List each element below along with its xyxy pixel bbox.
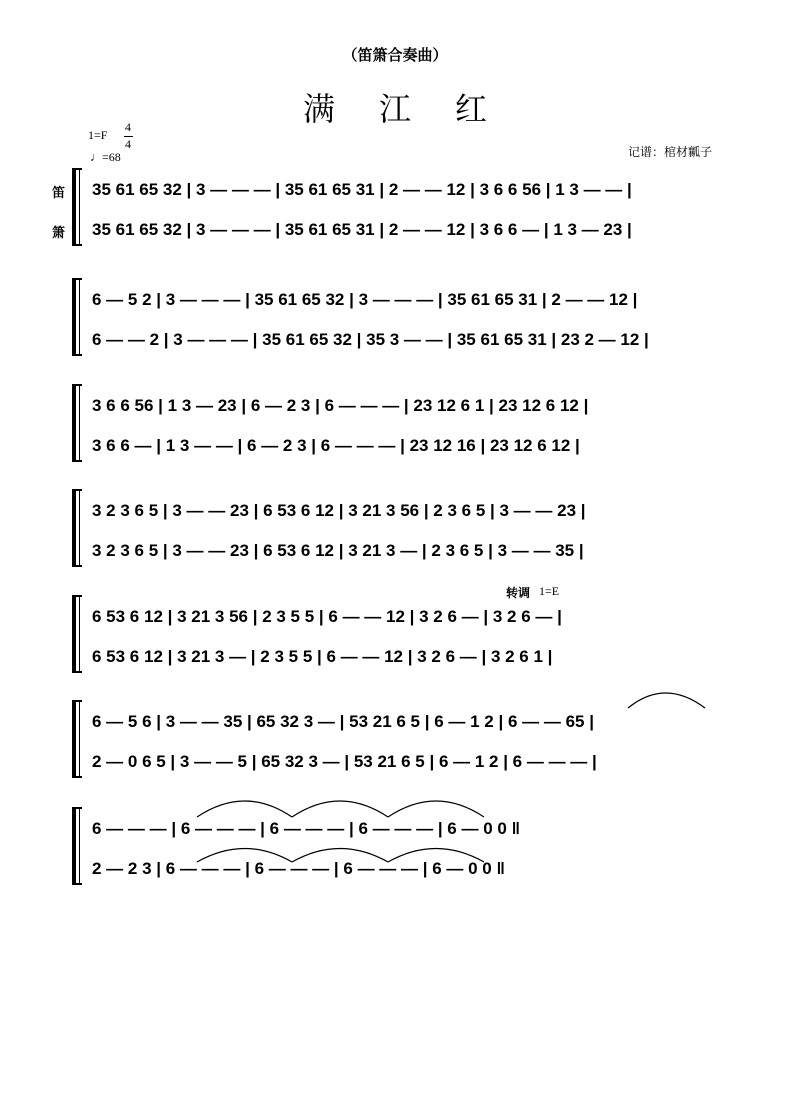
instrument-label-dizi: 笛 — [52, 186, 66, 201]
notation-line-dizi: 6 — 5 2 | 3 — — — | 35 61 65 32 | 3 — — — | 35 61 65 31 | 2 — — 12 | — [92, 290, 638, 309]
piece-title: 满江红 — [302, 90, 531, 128]
piece-subtitle: （笛箫合奏曲） — [342, 46, 448, 64]
notation-line-dizi: 6 — 5 6 | 3 — — 35 | 65 32 3 — | 53 21 6 5 | 6 — 1 2 | 6 — — 65 | — [92, 712, 594, 731]
slur — [292, 849, 388, 863]
modulation-label: 转调 — [506, 586, 531, 600]
slur — [197, 849, 292, 863]
time-signature-numerator: 4 — [125, 120, 131, 134]
time-signature-denominator: 4 — [125, 137, 131, 151]
slur — [197, 801, 292, 817]
notation-line-xiao: 6 53 6 12 | 3 21 3 — | 2 3 5 5 | 6 — — 12 | 3 2 6 — | 3 2 6 1 | — [92, 647, 553, 666]
slur — [292, 801, 388, 817]
slur — [388, 849, 484, 863]
notation-line-dizi: 3 6 6 56 | 1 3 — 23 | 6 — 2 3 | 6 — — — | 23 12 6 1 | 23 12 6 12 | — [92, 396, 589, 415]
notation-line-dizi: 6 — — — | 6 — — — | 6 — — — | 6 — — — | 6 — 0 0 ‖ — [92, 819, 521, 838]
notation-line-xiao: 2 — 2 3 | 6 — — — | 6 — — — | 6 — — — | 6 — 0 0 ‖ — [92, 859, 505, 878]
notation-line-xiao: 3 6 6 — | 1 3 — — | 6 — 2 3 | 6 — — — | 23 12 16 | 23 12 6 12 | — [92, 436, 580, 455]
tempo-value: =68 — [102, 150, 121, 164]
slur — [388, 801, 484, 817]
quarter-note-icon: ♩ — [90, 150, 102, 164]
key-signature: 1=F — [88, 128, 108, 142]
notation-line-dizi: 6 53 6 12 | 3 21 3 56 | 2 3 5 5 | 6 — — 12 | 3 2 6 — | 3 2 6 — | — [92, 607, 562, 626]
notation-line-dizi: 35 61 65 32 | 3 — — — | 35 61 65 31 | 2 — — 12 | 3 6 6 56 | 1 3 — — | — [92, 180, 632, 199]
instrument-label-xiao: 箫 — [52, 226, 66, 241]
slur — [628, 693, 705, 708]
notation-line-xiao: 6 — — 2 | 3 — — — | 35 61 65 32 | 35 3 — — | 35 61 65 31 | 23 2 — 12 | — [92, 330, 649, 349]
notation-line-xiao: 35 61 65 32 | 3 — — — | 35 61 65 31 | 2 — — 12 | 3 6 6 — | 1 3 — 23 | — [92, 220, 632, 239]
modulation-key: 1=E — [539, 584, 560, 598]
notation-line-xiao: 2 — 0 6 5 | 3 — — 5 | 65 32 3 — | 53 21 6 5 | 6 — 1 2 | 6 — — — | — [92, 752, 597, 771]
notation-line-dizi: 3 2 3 6 5 | 3 — — 23 | 6 53 6 12 | 3 21 3 56 | 2 3 6 5 | 3 — — 23 | — [92, 501, 586, 520]
transcriber-credit: 记谱：棺材瓤子 — [628, 145, 713, 159]
notation-line-xiao: 3 2 3 6 5 | 3 — — 23 | 6 53 6 12 | 3 21 3 — | 2 3 6 5 | 3 — — 35 | — [92, 541, 584, 560]
